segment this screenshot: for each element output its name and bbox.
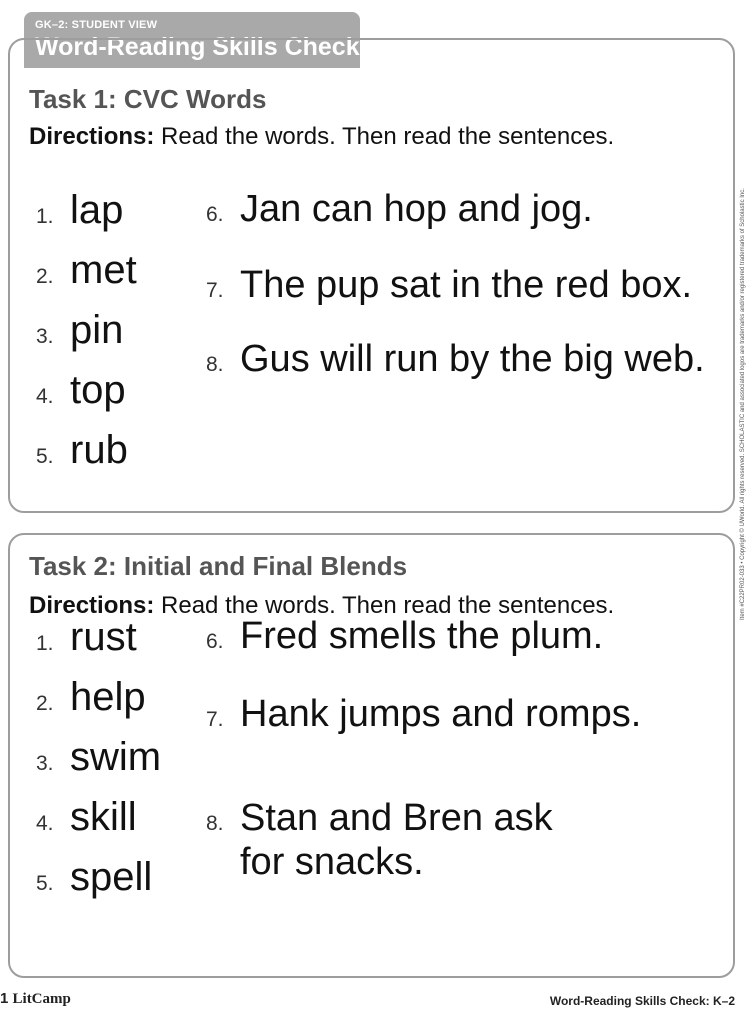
task1-directions bbox=[29, 123, 614, 151]
task1-title: Task 1: CVC Words bbox=[29, 84, 267, 114]
word-number: 5. bbox=[36, 445, 54, 468]
task1-directions-text: Read the words. Then read the sentences. bbox=[154, 123, 615, 150]
word-item bbox=[36, 368, 126, 413]
word-item bbox=[36, 428, 128, 473]
word-item bbox=[36, 188, 123, 233]
word-number: 2. bbox=[36, 692, 54, 715]
task1-panel bbox=[8, 38, 735, 513]
brand-logo: LitCamp bbox=[12, 991, 71, 1007]
word-text: rust bbox=[70, 615, 137, 659]
word-number: 5. bbox=[36, 872, 54, 895]
word-text: spell bbox=[70, 855, 153, 899]
sentence-text: Gus will run by the big web. bbox=[240, 338, 705, 380]
word-number: 3. bbox=[36, 752, 54, 775]
page-number: 1 bbox=[0, 990, 9, 1007]
sentence-item bbox=[206, 693, 641, 736]
sentence-text: Jan can hop and jog. bbox=[240, 188, 593, 230]
header-subtitle: GK–2: STUDENT VIEW bbox=[35, 19, 158, 31]
sentence-item bbox=[206, 338, 705, 381]
footer-left bbox=[0, 990, 71, 1008]
word-text: help bbox=[70, 675, 146, 719]
task2-title: Task 2: Initial and Final Blends bbox=[29, 551, 408, 581]
sentence-item bbox=[206, 797, 553, 884]
sentence-text: The pup sat in the red box. bbox=[240, 264, 693, 306]
word-text: skill bbox=[70, 795, 137, 839]
word-text: lap bbox=[70, 188, 124, 232]
word-item bbox=[36, 795, 137, 840]
word-text: swim bbox=[70, 735, 162, 779]
sentence-text: Hank jumps and romps. bbox=[240, 693, 642, 735]
word-number: 2. bbox=[36, 265, 54, 288]
word-text: met bbox=[70, 248, 137, 292]
task2-directions-text: Read the words. Then read the sentences. bbox=[154, 592, 615, 619]
page-title: Word-Reading Skills Check bbox=[35, 33, 360, 61]
word-item bbox=[36, 308, 123, 353]
word-item bbox=[36, 855, 152, 900]
word-item bbox=[36, 615, 137, 660]
word-text: top bbox=[70, 368, 126, 412]
sentence-number: 8. bbox=[206, 812, 224, 835]
sentence-number: 6. bbox=[206, 630, 224, 653]
word-item bbox=[36, 735, 161, 780]
copyright-note: Item #C22PR02-033 • Copyright © UWorld. All rights reserved. SCHOLASTIC and associated logos are trademarks and/or registered trademarks of Scholastic Inc. bbox=[740, 188, 746, 620]
sentence-number: 7. bbox=[206, 708, 224, 731]
word-number: 1. bbox=[36, 632, 54, 655]
task2-directions-label: Directions: bbox=[29, 592, 155, 619]
footer-title: Word-Reading Skills Check: K–2 bbox=[549, 994, 735, 1008]
word-number: 3. bbox=[36, 325, 54, 348]
sentence-text: Fred smells the plum. bbox=[240, 615, 604, 657]
sentence-number: 7. bbox=[206, 279, 224, 302]
word-number: 1. bbox=[36, 205, 54, 228]
sentence-text-continued: for snacks. bbox=[240, 841, 424, 883]
sentence-text: Stan and Bren ask bbox=[240, 797, 553, 839]
word-item bbox=[36, 675, 146, 720]
task1-directions-label: Directions: bbox=[29, 123, 155, 150]
task2-panel bbox=[8, 533, 735, 978]
word-number: 4. bbox=[36, 385, 54, 408]
word-number: 4. bbox=[36, 812, 54, 835]
sentence-item bbox=[206, 615, 603, 658]
word-text: rub bbox=[70, 428, 128, 472]
word-item bbox=[36, 248, 137, 293]
sentence-number: 8. bbox=[206, 353, 224, 376]
sentence-number: 6. bbox=[206, 203, 224, 226]
sentence-item bbox=[206, 264, 692, 307]
sentence-item bbox=[206, 188, 593, 231]
word-text: pin bbox=[70, 308, 124, 352]
